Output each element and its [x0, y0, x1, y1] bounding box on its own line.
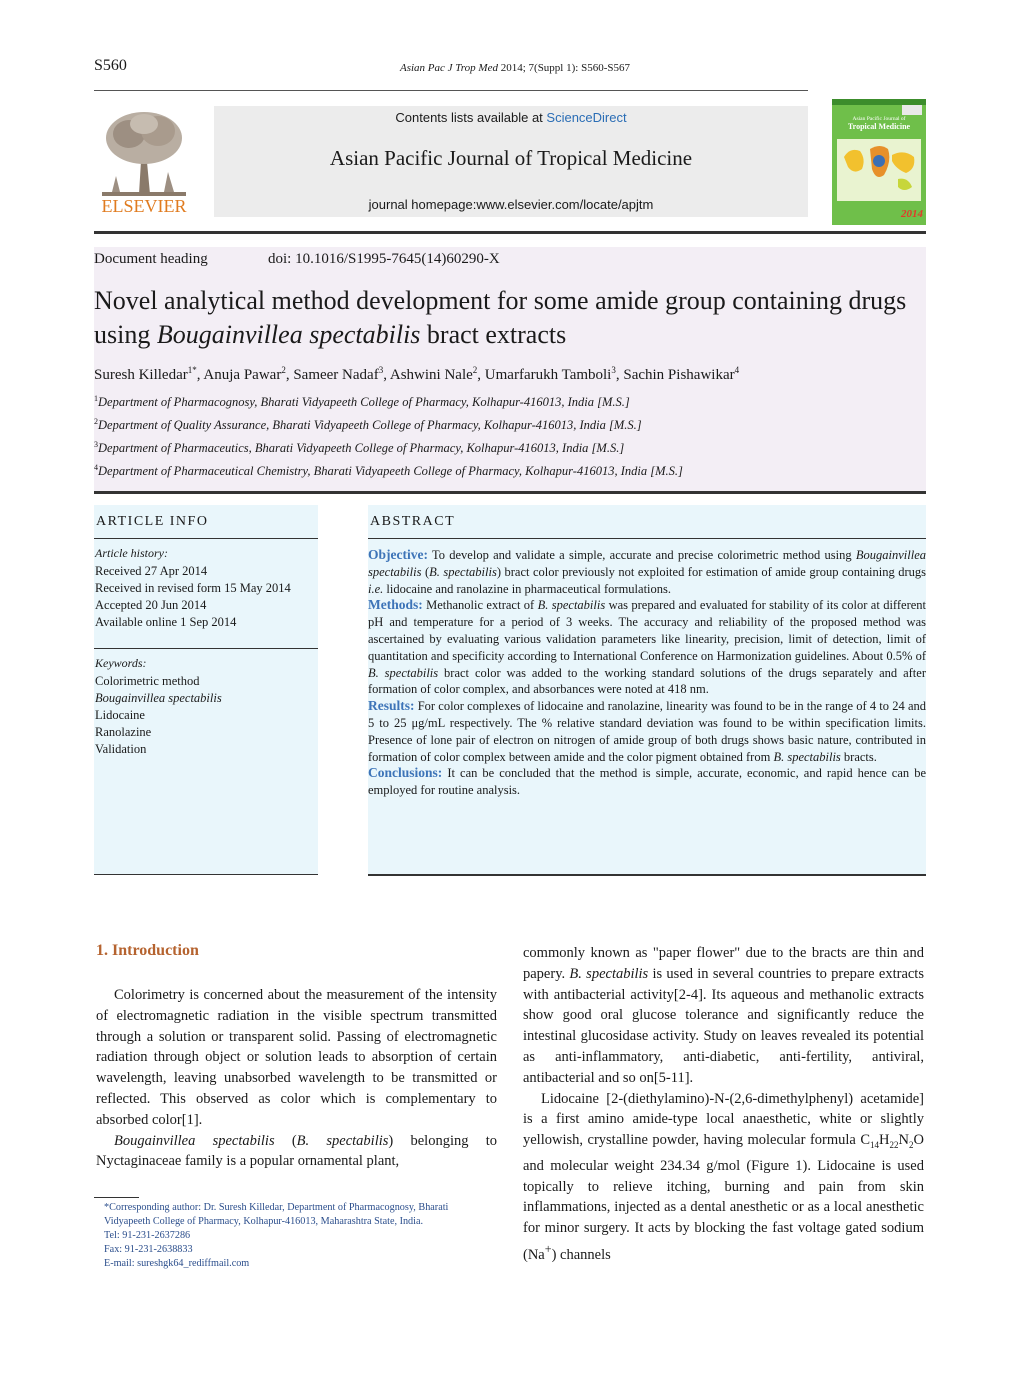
text: For color complexes of lidocaine and ranolazine, linearity was found to be in the range of 4 to 24 and 5 to 25 μg/mL respectively. The % relative standard deviation was found to be within specification limits. Presence of lone pair of electron on nitrogen of amide group of both drugs shows basic nature, contributed in formation of color complex between amide and the color pigment obtained from — [368, 699, 926, 764]
journal-banner — [214, 106, 808, 217]
keywords-heading: Keywords: — [95, 656, 147, 670]
banner-rule — [94, 231, 926, 234]
text-italic: Bougainvillea spectabilis — [368, 548, 926, 579]
footnote-rule — [94, 1197, 139, 1198]
text: To develop and validate a simple, accurate and precise colorimetric method using — [427, 548, 856, 562]
affiliation-text: Department of Pharmaceutics, Bharati Vidyapeeth College of Pharmacy, Kolhapur-416013, India [M.S.] — [98, 441, 625, 456]
title-rule — [94, 491, 926, 494]
text: bracts. — [840, 749, 877, 764]
superscript: + — [544, 1242, 552, 1257]
author: Umarfarukh Tamboli — [484, 367, 612, 383]
objective-label: Objective: — [368, 547, 428, 562]
text-italic: B. spectabilis — [773, 749, 841, 764]
paragraph: Colorimetry is concerned about the measurement of the intensity of electromagnetic radiation in the visible spectrum transmitted through a solution or transparent solid. Passing of electromagnetic radiation through object or solution leads to absorption of certain wavelength, leaving unabsorbed wavelength to be transmitted or reflected. This observed as color which is complementary to absorbed color[1]. — [96, 987, 497, 1128]
abstract-heading: ABSTRACT — [370, 514, 456, 529]
title-part-2: bract extracts — [420, 320, 567, 349]
section-heading: 1. Introduction — [96, 942, 199, 959]
keyword: Lidocaine — [95, 708, 145, 722]
text: O and molecular weight 234.34 g/mol (Figure 1). Lidocaine is used topically to relieve itching, burning and pain from skin inflammations, injected as a dental anesthetic or as a local anesthetic for minor surgery. It acts by blocking the fast voltage gated sodium (Na — [523, 1132, 924, 1263]
text: H — [879, 1132, 890, 1149]
affiliation-text: Department of Quality Assurance, Bharati Vidyapeeth College of Pharmacy, Kolhapur-416013, India [M.S.] — [98, 418, 642, 433]
fax: Fax: 91-231-2638833 — [104, 1244, 193, 1255]
affiliation-number: 3 — [94, 440, 98, 449]
page-number: S560 — [94, 57, 127, 74]
text: N — [898, 1132, 910, 1149]
abstract-objective — [368, 547, 926, 597]
author-sup: 2 — [472, 365, 478, 375]
info-divider — [94, 648, 318, 649]
affiliation — [94, 417, 642, 433]
author-sup: 3 — [378, 365, 384, 375]
cover-title-1: Asian Pacific Journal of — [852, 116, 906, 122]
history-item: Available online 1 Sep 2014 — [95, 615, 237, 629]
author: Anuja Pawar — [203, 367, 282, 383]
abstract-results — [368, 698, 926, 765]
author-sup: 4 — [734, 365, 740, 375]
affiliation-number: 2 — [94, 417, 98, 426]
text-italic: B. spectabilis — [429, 564, 497, 579]
paragraph — [523, 943, 924, 1089]
author-list: Suresh Killedar$^{1*}$, Anuja Pawar$^2$, Sameer Nadaf$^3$, Ashwini Nale$^2$, Umarfarukh Tamboli$^3$, Sachin Pishawikar$^4$ — [94, 365, 740, 383]
keyword: Colorimetric method — [95, 674, 200, 688]
running-header — [400, 62, 630, 74]
journal-cover — [832, 99, 926, 225]
tel: Tel: 91-231-2637286 — [104, 1230, 191, 1241]
text: lidocaine and ranolazine in pharmaceutical formulations. — [383, 581, 672, 596]
journal-homepage[interactable]: journal homepage:www.elsevier.com/locate/apjtm — [368, 197, 654, 212]
affiliation-text: Department of Pharmaceutical Chemistry, Bharati Vidyapeeth College of Pharmacy, Kolhapur-416013, India [M.S.] — [98, 464, 683, 479]
corresponding-author: *Corresponding author: Dr. Suresh Killedar, Department of Pharmacognosy, Bharati Vidyapeeth College of Pharmacy, Kolhapur-416013, Maharashtra State, India. — [104, 1202, 449, 1227]
text: It can be concluded that the method is simple, accurate, economic, and rapid hence can be employed for routine analysis. — [368, 766, 926, 798]
contents-prefix: Contents lists available at — [395, 110, 547, 125]
affiliation — [94, 394, 630, 410]
author-sup: 1* — [187, 365, 197, 375]
citation: 2014; 7(Suppl 1): S560-S567 — [497, 62, 630, 74]
text: is used in several countries to prepare extracts with antibacterial activity[2-4]. Its aqueous and methanolic extracts show good oral glucose tolerance and significantly reduce the intestinal glucosidase activity. Study on leaves revealed its potential as anti-inflammatory, anti-diabetic, anti-fertility, antiviral, antibacterial and so on[5-11]. — [523, 965, 924, 1086]
title-part-1: Novel analytical method development for some amide group containing drugs using — [94, 286, 907, 349]
text-italic: B. spectabilis — [569, 965, 649, 982]
abstract-rule — [368, 538, 926, 539]
doi[interactable]: doi: 10.1016/S1995-7645(14)60290-X — [268, 251, 500, 267]
text: commonly known as "paper flower" due to the bracts are thin and papery. — [523, 945, 924, 982]
elsevier-wordmark: ELSEVIER — [101, 196, 187, 216]
author: Ashwini Nale — [389, 367, 473, 383]
body-left-column — [96, 985, 497, 1172]
text: ( — [274, 1132, 297, 1149]
email[interactable]: E-mail: sureshgk64_rediffmail.com — [104, 1258, 250, 1269]
keyword: Bougainvillea spectabilis — [95, 691, 222, 705]
history-item: Accepted 20 Jun 2014 — [95, 598, 207, 612]
keyword: Ranolazine — [95, 725, 152, 739]
document-heading: Document heading — [94, 251, 208, 267]
text: Lidocaine [2-(diethylamino)-N-(2,6-dimethylphenyl) acetamide] is a first amino amide-type local anaesthetic, white or slightly yellowish, crystalline powder, having molecular formula C — [523, 1090, 924, 1149]
affiliation — [94, 463, 683, 479]
body-right-column — [523, 943, 924, 1266]
footnote — [94, 1201, 496, 1271]
affiliation — [94, 440, 624, 456]
keyword: Validation — [95, 742, 147, 756]
elsevier-logo — [94, 106, 194, 218]
contents-line — [214, 110, 808, 125]
text-italic: B. spectabilis — [368, 665, 439, 680]
text: Methanolic extract of — [422, 598, 538, 613]
author-sup: 2 — [281, 365, 286, 375]
history-item: Received in revised form 15 May 2014 — [95, 581, 291, 595]
text: ) channels — [551, 1246, 611, 1263]
article-title — [94, 284, 934, 352]
author: Sachin Pishawikar — [623, 367, 735, 383]
article-info-heading: ARTICLE INFO — [96, 514, 209, 529]
paragraph — [96, 1131, 497, 1173]
info-rule — [94, 538, 318, 539]
abstract-bottom-rule — [368, 874, 926, 876]
text-italic: Bougainvillea spectabilis — [114, 1132, 275, 1149]
abstract-conclusions — [368, 765, 926, 799]
sciencedirect-link[interactable]: ScienceDirect — [546, 110, 627, 125]
conclusions-label: Conclusions: — [368, 765, 443, 781]
methods-label: Methods: — [368, 597, 423, 613]
abstract-methods — [368, 597, 926, 698]
header-rule — [94, 90, 808, 91]
affiliation-number: 1 — [94, 394, 98, 403]
title-italic: Bougainvillea spectabilis — [156, 320, 421, 349]
affiliation-number: 4 — [94, 463, 98, 472]
text-italic: i.e. — [368, 581, 384, 596]
author: Sameer Nadaf — [293, 367, 379, 383]
text: bract color was added to the working standard solutions of the drugs separately and after formation of color complex, and absorbances were noted at 418 nm. — [368, 665, 926, 697]
text: ) belonging to Nyctaginaceae family is a popular ornamental plant, — [96, 1132, 497, 1170]
text-italic: B. spectabilis — [537, 598, 606, 613]
subscript: 22 — [889, 1140, 899, 1151]
author-sup: 3 — [611, 365, 616, 375]
text: was prepared and evaluated for stability of its color at different pH and temperature for a period of 3 weeks. The accuracy and reliability of the proposed method was ascertained by evaluating various validation parameters like linearity, precision, limit of detection, limit of quantitation and specificity according to International Conference on Harmonization guidelines. About 0.5% of — [368, 598, 926, 663]
text: ) bract color previously not exploited for estimation of amide group containing drugs — [496, 564, 926, 579]
subscript: 2 — [909, 1140, 914, 1151]
journal-abbrev: Asian Pac J Trop Med — [400, 62, 498, 74]
cover-title-2: Tropical Medicine — [847, 122, 911, 131]
paragraph — [523, 1089, 924, 1266]
subscript: 14 — [870, 1140, 880, 1151]
history-heading: Article history: — [95, 546, 168, 560]
cover-year: 2014 — [901, 208, 923, 220]
history-item: Received 27 Apr 2014 — [95, 564, 208, 578]
text-italic: B. spectabilis — [296, 1132, 389, 1149]
journal-title: Asian Pacific Journal of Tropical Medicine — [329, 146, 693, 170]
info-bottom-rule — [94, 874, 318, 875]
abstract-text — [368, 547, 926, 799]
affiliation-text: Department of Pharmacognosy, Bharati Vidyapeeth College of Pharmacy, Kolhapur-416013, India [M.S.] — [98, 395, 630, 410]
text: ( — [421, 564, 430, 579]
author: Suresh Killedar — [94, 367, 188, 383]
results-label: Results: — [368, 698, 415, 714]
